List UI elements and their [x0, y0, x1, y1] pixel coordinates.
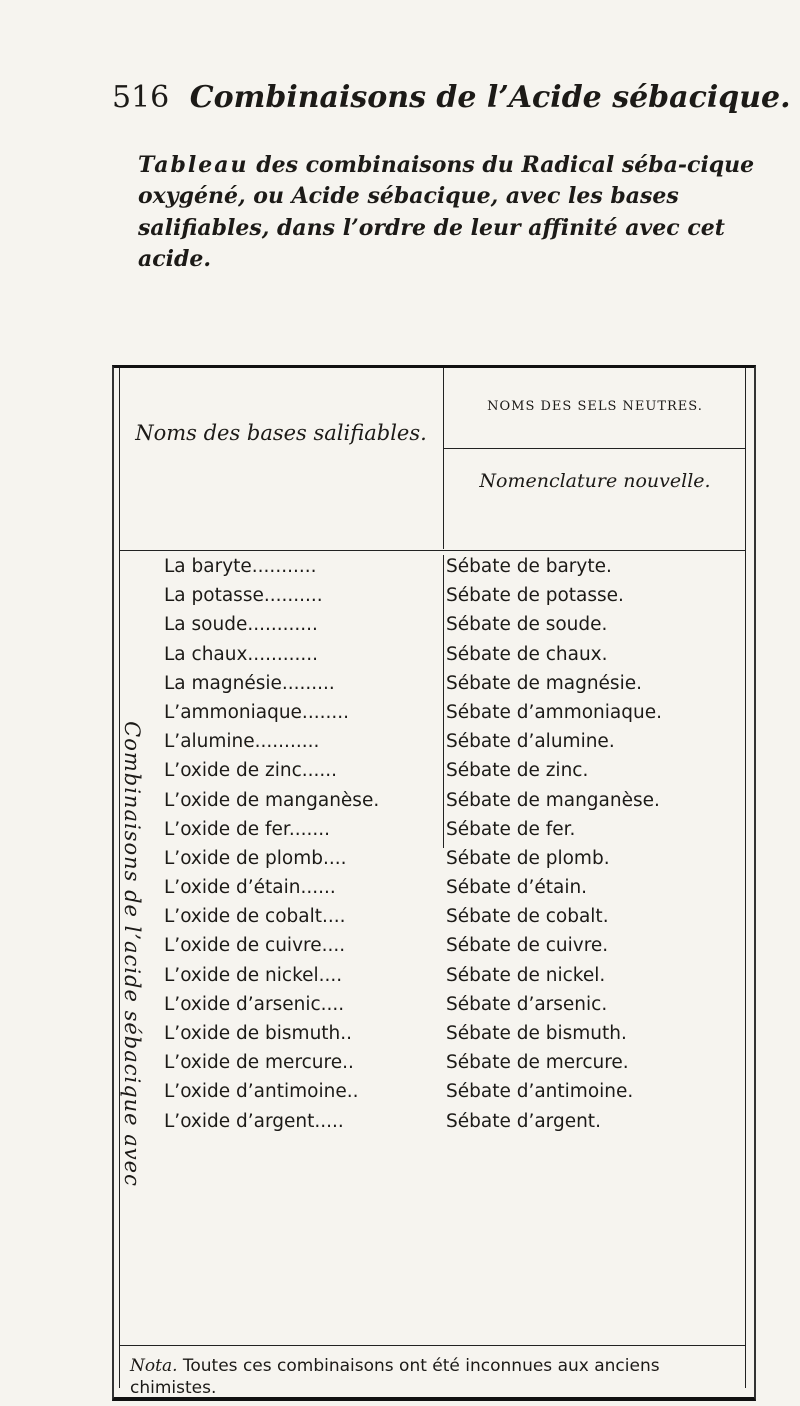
nota-text: Toutes ces combinaisons ont été inconnues aux anciens chimistes.	[130, 1356, 660, 1398]
base-name: La magnésie.........	[164, 672, 335, 694]
nota	[130, 1355, 750, 1399]
salt-name: Sébate d’argent.	[446, 1110, 601, 1132]
salt-name: Sébate de manganèse.	[446, 789, 660, 811]
table-row	[164, 1111, 746, 1140]
base-name: La soude............	[164, 614, 318, 636]
table-row	[164, 644, 746, 673]
table-row	[164, 556, 746, 585]
base-name: L’oxide d’étain......	[164, 877, 336, 899]
side-label	[114, 560, 152, 1360]
salt-name: Sébate d’étain.	[446, 877, 588, 899]
salt-name: Sébate de plomb.	[446, 847, 610, 869]
header-bases: Noms des bases salifiables.	[135, 421, 427, 445]
base-name: L’alumine...........	[164, 731, 320, 753]
table-row	[164, 1052, 746, 1081]
title-rest: des combinaisons du Radical séba-cique oxygéné, ou Acide sébacique, avec les bases salifiables, dans l’ordre de leur affinité avec cet acide.	[138, 152, 755, 273]
table-title	[138, 150, 778, 276]
table-row	[164, 1081, 746, 1110]
running-title: Combinaisons de l’Acide sébacique.	[189, 80, 791, 115]
salt-name: Sébate d’alumine.	[446, 731, 615, 753]
salt-name: Sébate de mercure.	[446, 1052, 629, 1074]
table-body	[164, 556, 746, 1140]
header-bottom-rule	[119, 550, 746, 551]
header-nomenclature: Nomenclature nouvelle.	[479, 470, 711, 492]
table-row	[164, 731, 746, 760]
side-label-text: Combinaisons de l’acide sébacique avec	[120, 721, 144, 1187]
salt-name: Sébate de potasse.	[446, 585, 624, 607]
base-name: L’oxide de fer.......	[164, 818, 331, 840]
table-row	[164, 585, 746, 614]
body-bottom-rule	[119, 1345, 746, 1346]
base-name: L’oxide de zinc......	[164, 760, 338, 782]
table-row	[164, 819, 746, 848]
base-name: La chaux............	[164, 643, 318, 665]
base-name: L’oxide de manganèse.	[164, 789, 380, 811]
base-name: L’oxide de nickel....	[164, 964, 343, 986]
salt-name: Sébate d’ammoniaque.	[446, 701, 662, 723]
table-row	[164, 760, 746, 789]
table-row	[164, 702, 746, 731]
table-row	[164, 906, 746, 935]
table-row	[164, 673, 746, 702]
divider-center	[443, 368, 444, 549]
salt-name: Sébate de zinc.	[446, 760, 589, 782]
salt-name: Sébate de bismuth.	[446, 1023, 627, 1044]
base-name: L’oxide de bismuth..	[164, 1023, 353, 1044]
base-name: L’oxide d’antimoine..	[164, 1081, 359, 1103]
table-row	[164, 1023, 746, 1052]
salt-name: Sébate d’arsenic.	[446, 993, 608, 1015]
base-name: L’oxide d’argent.....	[164, 1110, 344, 1132]
table-row	[164, 994, 746, 1023]
table-row	[164, 935, 746, 964]
base-name: La baryte...........	[164, 556, 317, 577]
salt-name: Sébate de baryte.	[446, 556, 612, 577]
base-name: L’oxide de plomb....	[164, 847, 347, 869]
table-row	[164, 965, 746, 994]
salt-name: Sébate de cobalt.	[446, 906, 609, 928]
base-name: La potasse..........	[164, 585, 323, 607]
header-sels-neutres: NOMS DES SELS NEUTRES.	[487, 399, 703, 414]
title-lead: Tableau	[138, 152, 249, 178]
base-name: L’oxide de cobalt....	[164, 906, 346, 928]
table-row	[164, 790, 746, 819]
base-name: L’oxide d’arsenic....	[164, 993, 345, 1015]
base-name: L’ammoniaque........	[164, 701, 349, 723]
salt-name: Sébate d’antimoine.	[446, 1081, 634, 1103]
salt-name: Sébate de cuivre.	[446, 935, 609, 957]
page-header	[112, 80, 791, 115]
salt-name: Sébate de nickel.	[446, 964, 606, 986]
salt-name: Sébate de fer.	[446, 818, 576, 840]
salt-name: Sébate de chaux.	[446, 643, 608, 665]
salt-name: Sébate de soude.	[446, 614, 608, 636]
nota-label: Nota.	[130, 1356, 178, 1376]
base-name: L’oxide de cuivre....	[164, 935, 346, 957]
table-row	[164, 614, 746, 643]
table-row	[164, 877, 746, 906]
salt-name: Sébate de magnésie.	[446, 672, 642, 694]
table-row	[164, 848, 746, 877]
page-number: 516	[112, 80, 170, 115]
base-name: L’oxide de mercure..	[164, 1052, 354, 1074]
header-mid-rule	[443, 448, 746, 449]
